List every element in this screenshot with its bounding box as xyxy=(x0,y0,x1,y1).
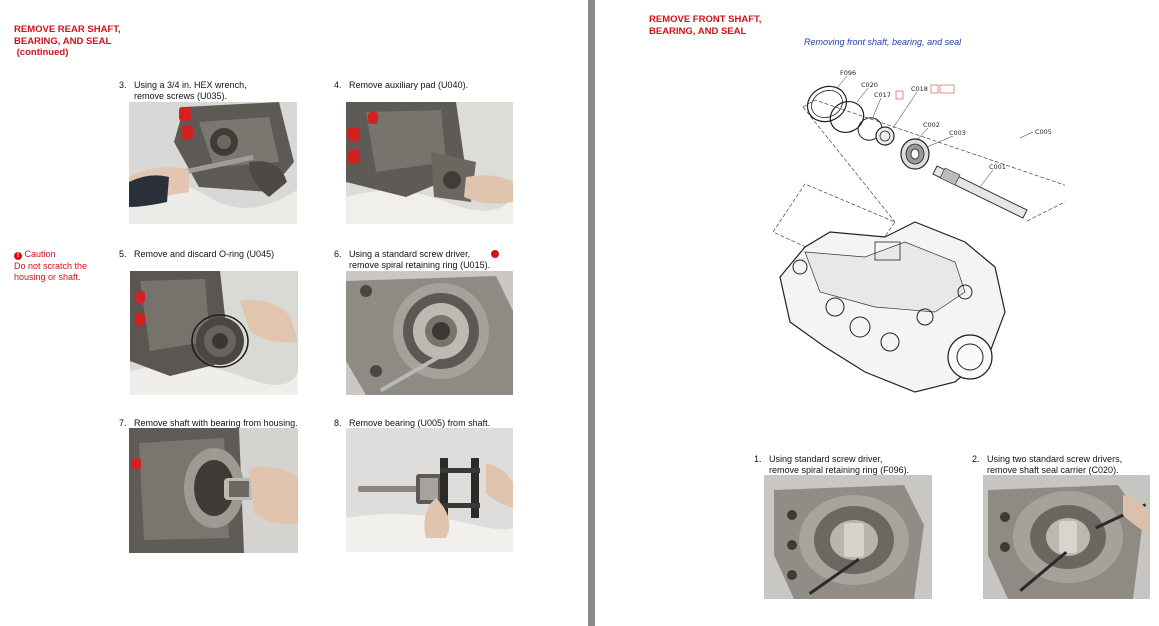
front-step-1-photo xyxy=(764,475,932,599)
exploded-view-diagram xyxy=(765,62,1065,407)
step-number: 8. xyxy=(334,417,342,428)
step-text: Remove auxiliary pad (U040). xyxy=(349,79,469,90)
step-3 xyxy=(114,68,247,103)
step-text: Remove shaft with bearing from housing. xyxy=(134,417,298,428)
step-6 xyxy=(329,237,499,272)
caution-icon: ! xyxy=(14,252,22,260)
label-c005: C005 xyxy=(1035,128,1052,136)
step-7 xyxy=(114,406,298,429)
step-text: Using a standard screw driver, remove spiral retaining ring (U015). xyxy=(349,248,491,270)
left-section-title: REMOVE REAR SHAFT, BEARING, AND SEAL (continued) xyxy=(14,24,121,58)
caution-note xyxy=(14,249,87,284)
step-number: 6. xyxy=(334,248,342,259)
step-text: Remove and discard O-ring (U045) xyxy=(134,248,275,259)
label-c002: C002 xyxy=(923,121,940,129)
step-4 xyxy=(329,68,468,91)
step-4-photo xyxy=(346,102,513,224)
step-number: 2. xyxy=(972,453,980,464)
diagram-caption: Removing front shaft, bearing, and seal xyxy=(804,37,962,47)
step-3-photo xyxy=(129,102,297,224)
front-step-2-photo xyxy=(983,475,1150,599)
caution-label: Caution xyxy=(24,249,56,259)
label-f096: F096 xyxy=(840,69,857,77)
front-step-2 xyxy=(967,442,1122,477)
label-c017: C017 xyxy=(874,91,891,99)
step-number: 5. xyxy=(119,248,127,259)
step-number: 7. xyxy=(119,417,127,428)
caution-text: Do not scratch the housing or shaft. xyxy=(14,260,88,282)
caution-marker-icon xyxy=(491,250,499,258)
step-8-photo xyxy=(346,428,513,552)
label-c001: C001 xyxy=(989,163,1006,171)
step-text: Using standard screw driver, remove spiral retaining ring (F096). xyxy=(769,453,910,475)
label-c003: C003 xyxy=(949,129,966,137)
step-text: Using two standard screw drivers, remove shaft seal carrier (C020). xyxy=(987,453,1123,475)
step-8 xyxy=(329,406,490,429)
step-5-photo xyxy=(130,271,298,395)
step-6-photo xyxy=(346,271,513,395)
label-c018: C018 xyxy=(911,85,928,93)
step-number: 4. xyxy=(334,79,342,90)
step-text: Using a 3/4 in. HEX wrench, remove screws (U035). xyxy=(134,79,247,101)
front-step-1 xyxy=(749,442,909,477)
label-c020: C020 xyxy=(861,81,878,89)
step-number: 3. xyxy=(119,79,127,90)
step-text: Remove bearing (U005) from shaft. xyxy=(349,417,491,428)
step-number: 1. xyxy=(754,453,762,464)
step-7-photo xyxy=(129,428,298,553)
page-divider xyxy=(588,0,595,626)
step-5 xyxy=(114,237,274,260)
right-section-title: REMOVE FRONT SHAFT, BEARING, AND SEAL xyxy=(649,14,762,37)
